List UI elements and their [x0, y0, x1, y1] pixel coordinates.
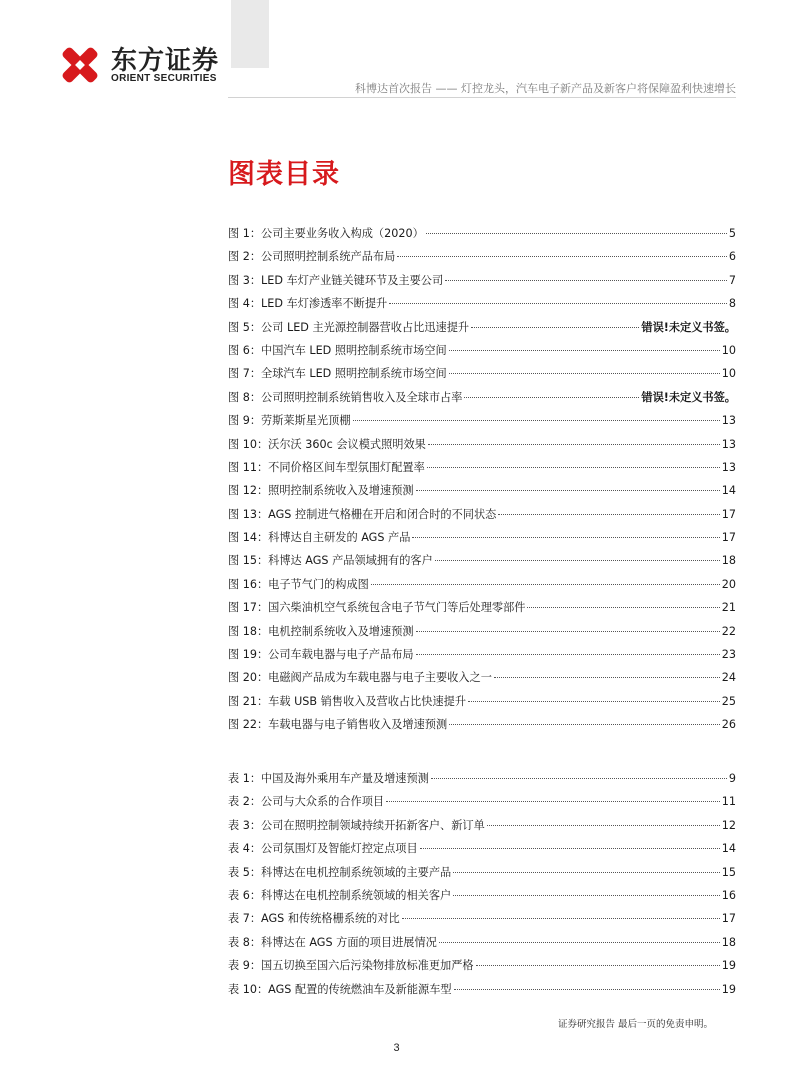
table-toc-entry-label: 表 4：公司氛围灯及智能灯控定点项目: [228, 842, 418, 856]
table-toc-entry-label: 表 6：科博达在电机控制系统领域的相关客户: [228, 888, 452, 902]
figure-toc-entry-page: 17: [721, 531, 736, 545]
dot-leader: [389, 303, 727, 304]
table-toc-entry[interactable]: [228, 790, 736, 813]
table-toc-entry-page: 15: [721, 865, 736, 879]
figure-toc-entry-label: 图 2：公司照明控制系统产品布局: [228, 250, 396, 264]
table-toc-entry-page: 19: [721, 959, 736, 973]
dot-leader: [439, 942, 720, 943]
figure-toc-entry-label: 图 13：AGS 控制进气格栅在开启和闭合时的不同状态: [228, 507, 497, 521]
figure-toc-entry[interactable]: [228, 479, 736, 502]
dot-leader: [449, 373, 720, 374]
dot-leader: [427, 467, 720, 468]
table-toc-entry-page: 9: [728, 772, 736, 785]
table-toc-entry-page: 12: [721, 818, 736, 832]
figure-toc-entry-label: 图 18：电机控制系统收入及增速预测: [228, 624, 414, 638]
table-toc-entry-label: 表 10：AGS 配置的传统燃油车及新能源车型: [228, 982, 452, 996]
header-gray-band: [231, 0, 269, 68]
dot-leader: [454, 989, 720, 990]
figure-toc-entry[interactable]: [228, 643, 736, 666]
figure-toc-entry-label: 图 19：公司车载电器与电子产品布局: [228, 648, 414, 662]
table-toc-entry[interactable]: [228, 814, 736, 837]
figure-toc-entry-page: 24: [721, 671, 736, 685]
table-toc-entry[interactable]: [228, 907, 736, 930]
table-toc-entry[interactable]: [228, 837, 736, 860]
figure-toc-entry-page: 17: [721, 507, 736, 521]
figure-toc-entry-page: 13: [721, 437, 736, 451]
figure-toc-entry-page: 21: [721, 601, 736, 615]
figure-toc-entry-page: 13: [721, 460, 736, 474]
figure-toc-entry[interactable]: [228, 526, 736, 549]
figure-toc-entry-label: 图 10：沃尔沃 360c 会议模式照明效果: [228, 437, 426, 451]
figure-toc-entry-label: 图 7：全球汽车 LED 照明控制系统市场空间: [228, 367, 447, 381]
dot-leader: [397, 256, 727, 257]
logo-chinese-name: 东方证券: [111, 46, 220, 76]
figure-toc-entry[interactable]: [228, 433, 736, 456]
figure-toc-entry-label: 图 8：公司照明控制系统销售收入及全球市占率: [228, 390, 463, 404]
figure-toc-entry-page: 14: [721, 484, 736, 498]
table-toc-entry[interactable]: [228, 767, 736, 790]
logo-mark-icon: [57, 42, 103, 88]
table-toc-entry-page: 11: [721, 795, 736, 809]
figure-toc-entry-page: 5: [728, 227, 736, 240]
figure-toc-entry-label: 图 14：科博达自主研发的 AGS 产品: [228, 531, 411, 545]
dot-leader: [527, 607, 719, 608]
figure-toc-entry[interactable]: [228, 245, 736, 268]
dot-leader: [371, 584, 720, 585]
dot-leader: [498, 514, 719, 515]
figure-toc-entry[interactable]: [228, 713, 736, 736]
figure-toc-entry-label: 图 5：公司 LED 主光源控制器营收占比迅速提升: [228, 320, 470, 334]
figure-toc-entry-page: 23: [721, 648, 736, 662]
header-divider: [228, 97, 736, 98]
company-logo: [57, 42, 227, 88]
logo-english-name: ORIENT SECURITIES: [111, 73, 217, 84]
figure-toc-entry-page: 错误!未定义书签。: [641, 390, 736, 404]
page-title: 图表目录: [228, 159, 340, 190]
figure-toc-entry[interactable]: [228, 596, 736, 619]
figure-toc-entry-page: 10: [721, 343, 736, 357]
dot-leader: [353, 420, 720, 421]
dot-leader: [416, 654, 720, 655]
table-toc-entry-page: 18: [721, 935, 736, 949]
dot-leader: [449, 350, 720, 351]
figure-toc-entry-label: 图 4：LED 车灯渗透率不断提升: [228, 297, 388, 311]
figure-toc-entry[interactable]: [228, 409, 736, 432]
table-list: [228, 767, 736, 1001]
figure-toc-entry-label: 图 3：LED 车灯产业链关键环节及主要公司: [228, 273, 444, 287]
dot-leader: [416, 631, 720, 632]
figure-toc-entry-page: 26: [721, 718, 736, 732]
dot-leader: [402, 918, 720, 919]
table-toc-entry-label: 表 2：公司与大众系的合作项目: [228, 795, 385, 809]
dot-leader: [426, 233, 727, 234]
figure-toc-entry-label: 图 15：科博达 AGS 产品领域拥有的客户: [228, 554, 433, 568]
figure-toc-entry-page: 20: [721, 577, 736, 591]
figure-toc-entry-page: 7: [728, 273, 736, 287]
dot-leader: [420, 848, 720, 849]
figure-toc-entry-label: 图 6：中国汽车 LED 照明控制系统市场空间: [228, 343, 447, 357]
figure-toc-entry-page: 18: [721, 554, 736, 568]
table-toc-entry-page: 14: [721, 842, 736, 856]
dot-leader: [487, 825, 720, 826]
dot-leader: [445, 280, 727, 281]
figure-toc-entry[interactable]: [228, 549, 736, 572]
table-toc-entry[interactable]: [228, 954, 736, 977]
figure-toc-entry-page: 错误!未定义书签。: [641, 320, 736, 334]
dot-leader: [431, 778, 727, 779]
table-toc-entry-page: 17: [721, 912, 736, 926]
figure-toc-entry-label: 图 12：照明控制系统收入及增速预测: [228, 484, 414, 498]
dot-leader: [412, 537, 719, 538]
dot-leader: [464, 397, 639, 398]
page-number: 3: [393, 1042, 400, 1054]
footer-disclaimer: 证券研究报告 最后一页的免责申明。: [557, 1019, 713, 1030]
figure-toc-entry[interactable]: [228, 573, 736, 596]
dot-leader: [468, 701, 720, 702]
dot-leader: [435, 560, 720, 561]
table-toc-entry[interactable]: [228, 884, 736, 907]
table-toc-entry-label: 表 9：国五切换至国六后污染物排放标准更加严格: [228, 959, 474, 973]
table-toc-entry-label: 表 8：科博达在 AGS 方面的项目进展情况: [228, 935, 437, 949]
dot-leader: [449, 724, 720, 725]
figure-toc-entry-page: 25: [721, 694, 736, 708]
figure-list: [228, 222, 736, 737]
table-toc-entry[interactable]: [228, 978, 736, 1001]
dot-leader: [416, 490, 720, 491]
figure-toc-entry-label: 图 11：不同价格区间车型氛围灯配置率: [228, 460, 425, 474]
figure-toc-entry[interactable]: [228, 222, 736, 245]
table-toc-entry-label: 表 3：公司在照明控制领域持续开拓新客户、新订单: [228, 818, 485, 832]
table-toc-entry-label: 表 7：AGS 和传统格栅系统的对比: [228, 912, 400, 926]
figure-toc-entry[interactable]: [228, 269, 736, 292]
figure-toc-entry[interactable]: [228, 456, 736, 479]
figure-toc-entry-label: 图 21：车载 USB 销售收入及营收占比快速提升: [228, 694, 467, 708]
table-toc-entry[interactable]: [228, 861, 736, 884]
table-toc-entry[interactable]: [228, 931, 736, 954]
dot-leader: [386, 801, 720, 802]
figure-toc-entry-label: 图 9：劳斯莱斯星光顶棚: [228, 414, 351, 428]
table-toc-entry-page: 19: [721, 982, 736, 996]
dot-leader: [471, 327, 639, 328]
table-toc-entry-label: 表 5：科博达在电机控制系统领域的主要产品: [228, 865, 452, 879]
figure-toc-entry-label: 图 17：国六柴油机空气系统包含电子节气门等后处理零部件: [228, 601, 526, 615]
figure-toc-entry-label: 图 1：公司主要业务收入构成（2020）: [228, 227, 424, 240]
figure-toc-entry[interactable]: [228, 690, 736, 713]
dot-leader: [476, 965, 720, 966]
figure-toc-entry[interactable]: [228, 386, 736, 409]
figure-toc-entry[interactable]: [228, 292, 736, 315]
figure-toc-entry-page: 13: [721, 414, 736, 428]
figure-toc-entry[interactable]: [228, 316, 736, 339]
figure-toc-entry[interactable]: [228, 620, 736, 643]
figure-toc-entry-page: 8: [728, 297, 736, 311]
figure-toc-entry[interactable]: [228, 362, 736, 385]
figure-toc-entry-label: 图 22：车载电器与电子销售收入及增速预测: [228, 718, 448, 732]
figure-toc-entry[interactable]: [228, 339, 736, 362]
figure-toc-entry-label: 图 16：电子节气门的构成图: [228, 577, 369, 591]
figure-toc-entry-label: 图 20：电磁阀产品成为车载电器与电子主要收入之一: [228, 671, 492, 685]
dot-leader: [453, 895, 720, 896]
figure-toc-entry[interactable]: [228, 666, 736, 689]
dot-leader: [453, 872, 720, 873]
figure-toc-entry-page: 10: [721, 367, 736, 381]
report-header-title: 科博达首次报告 —— 灯控龙头，汽车电子新产品及新客户将保障盈利快速增长: [355, 82, 736, 95]
dot-leader: [428, 444, 720, 445]
table-toc-entry-label: 表 1：中国及海外乘用车产量及增速预测: [228, 772, 429, 785]
table-toc-entry-page: 16: [721, 888, 736, 902]
figure-toc-entry-page: 6: [728, 250, 736, 264]
dot-leader: [494, 677, 720, 678]
figure-toc-entry[interactable]: [228, 503, 736, 526]
figure-toc-entry-page: 22: [721, 624, 736, 638]
